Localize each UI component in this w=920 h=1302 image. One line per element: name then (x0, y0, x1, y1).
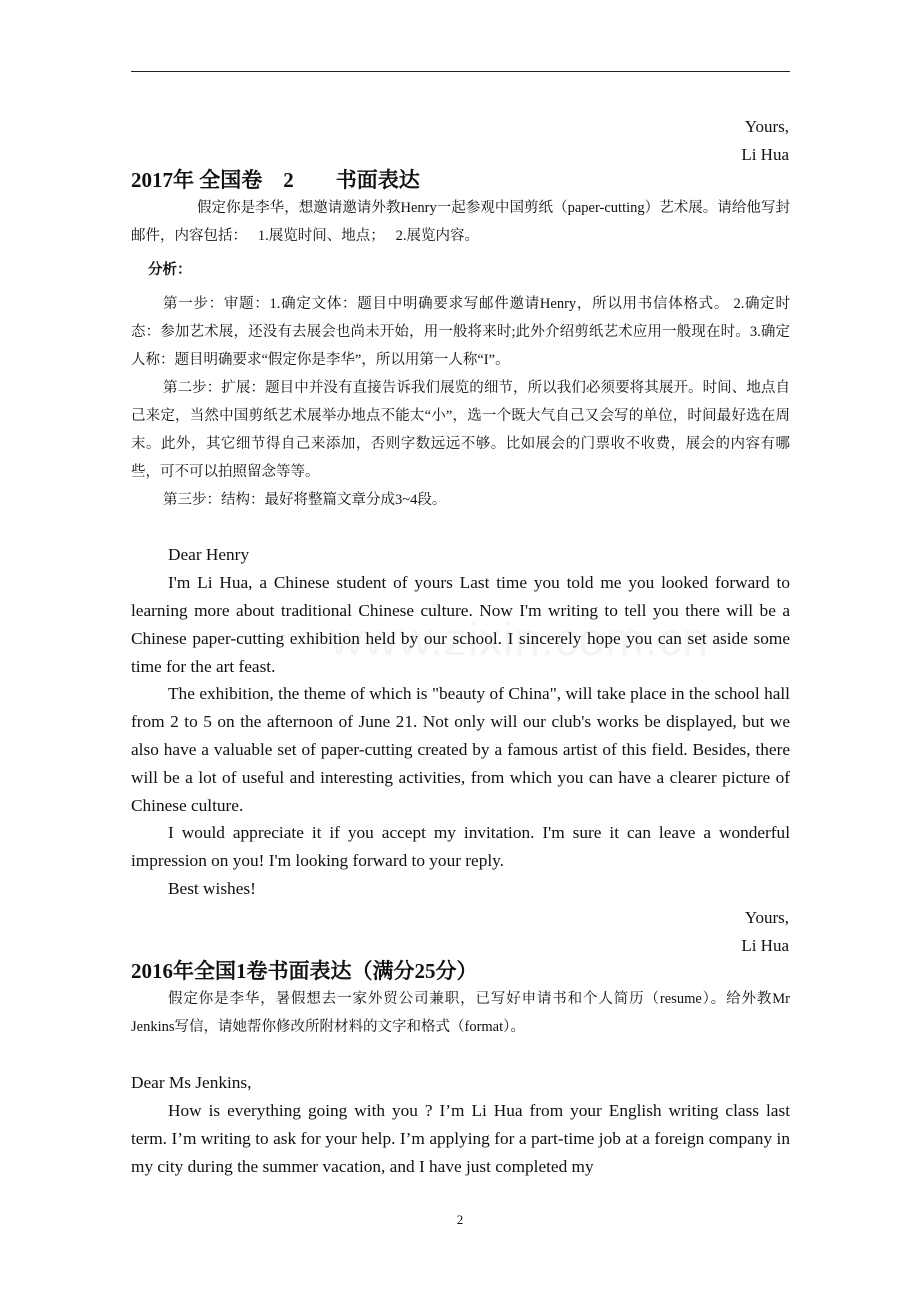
letter-paragraph-1: How is everything going with you ? I’m Li Hua from your English writing class last term. I’m writing to ask for your help. I’m applying for a part-time job at a foreign company in my city during the summer vacation, and I have just completed my (131, 1101, 790, 1176)
letter-signature: Li Hua (741, 936, 789, 955)
task-prompt-2017: 假定你是李华，想邀请邀请外教Henry一起参观中国剪纸（paper-cutting）艺术展。请给他写封邮件，内容包括： 1.展览时间、地点； 2.展览内容。 (131, 200, 790, 244)
letter-closing: Yours, (744, 117, 789, 136)
letter-closing: Yours, (744, 908, 789, 927)
letter-salutation: Dear Ms Jenkins, (131, 1073, 252, 1092)
analysis-label: 分析： (148, 262, 192, 278)
analysis-step-2: 第二步：扩展：题目中并没有直接告诉我们展览的细节，所以我们必须要将其展开。时间、地点自己来定，当然中国剪纸艺术展举办地点不能太“小”，选一个既大气自己又会写的单位，时间最好选在周末。此外，其它细节得自己来添加，否则字数远远不够。比如展会的门票收不收费，展会的内容有哪些，可不可以拍照留念等等。 (131, 380, 790, 480)
letter-paragraph-1: I'm Li Hua, a Chinese student of yours Last time you told me you looked forward to learning more about traditional Chinese culture. Now I'm writing to tell you there will be a Chinese paper-cutting exhibition held by our school. I sincerely hope you can set aside some time for the art feast. (131, 573, 790, 676)
section-heading-2016: 2016年全国1卷书面表达（满分25分） (131, 959, 478, 983)
analysis-step-3: 第三步：结构：最好将整篇文章分成3~4段。 (163, 492, 447, 508)
section-heading-2017: 2017年 全国卷 2 书面表达 (131, 168, 420, 192)
letter-paragraph-2: The exhibition, the theme of which is "beauty of China", will take place in the school hall from 2 to 5 on the afternoon of June 21. Not only will our club's works be displayed, but we also have a valuable set of paper-cutting created by a famous artist of this field. Besides, there will be a lot of useful and interesting activities, from which you can have a clearer picture of Chinese culture. (131, 684, 790, 815)
page-number: 2 (456, 1212, 464, 1227)
header-rule (131, 71, 790, 72)
analysis-step-1: 第一步：审题：1.确定文体：题目中明确要求写邮件邀请Henry，所以用书信体格式。 2.确定时态：参加艺术展，还没有去展会也尚未开始，用一般将来时;此外介绍剪纸艺术应用一般现在时。3.确定人称：题目明确要求“假定你是李华”，所以用第一人称“I”。 (131, 296, 790, 368)
letter-signature: Li Hua (741, 145, 789, 164)
letter-wishes: Best wishes! (168, 879, 256, 898)
task-prompt-2016: 假定你是李华，暑假想去一家外贸公司兼职，已写好申请书和个人简历（resume）。给外教Mr Jenkins写信，请她帮你修改所附材料的文字和格式（format）。 (131, 991, 790, 1035)
letter-paragraph-3: I would appreciate it if you accept my invitation. I'm sure it can leave a wonderful impression on you! I'm looking forward to your reply. (131, 823, 790, 870)
letter-salutation: Dear Henry (168, 545, 250, 564)
